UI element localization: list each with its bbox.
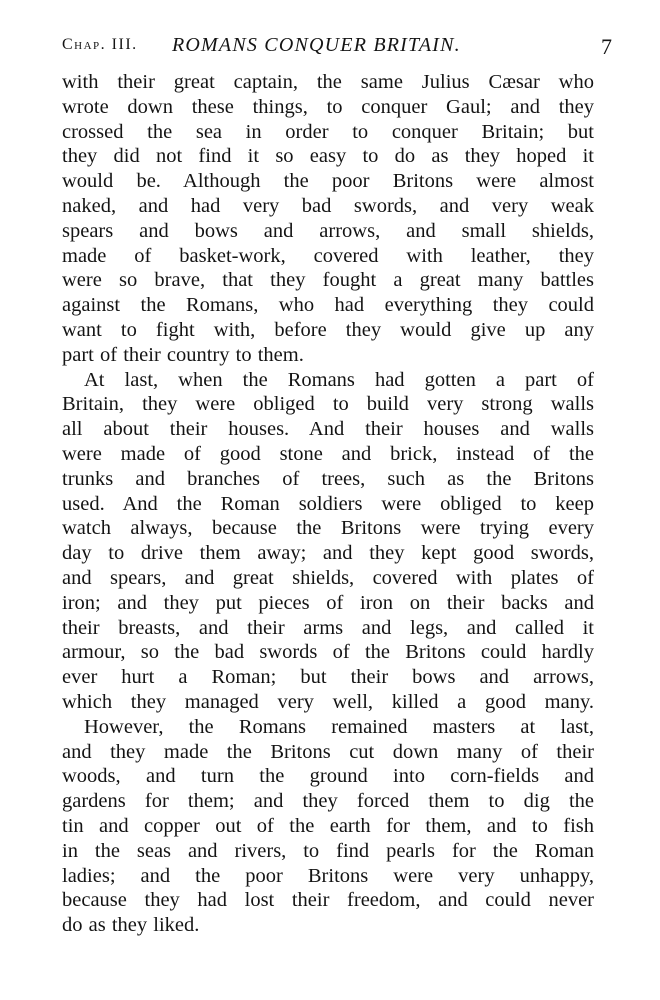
text-line: with their great captain, the same Julius Cæsar who [62, 71, 594, 93]
text-line: ever hurt a Roman; but their bows and arrows, [62, 666, 594, 689]
page-number: 7 [601, 34, 612, 59]
text-line: used. And the Roman soldiers were obliged to keep [62, 492, 594, 515]
text-line: part of their country to them. [62, 343, 304, 366]
text-line: naked, and had very bad swords, and very weak [62, 194, 594, 217]
text-line: wrote down these things, to conquer Gaul; and they [62, 95, 594, 118]
text-line: were made of good stone and brick, instead of the [62, 442, 594, 465]
text-line: At last, when the Romans had gotten a part of [84, 368, 594, 391]
text-line: which they managed very well, killed a good many. [62, 690, 594, 713]
text-line: their breasts, and their arms and legs, and called it [62, 616, 594, 639]
text-line: they did not find it so easy to do as they hoped it [62, 145, 594, 168]
text-line: all about their houses. And their houses and walls [62, 418, 594, 441]
body-text [62, 70, 594, 938]
running-title: ROMANS CONQUER BRITAIN. [172, 34, 461, 56]
paragraph-1 [62, 70, 594, 368]
text-line: spears and bows and arrows, and small shields, [62, 219, 594, 242]
chapter-label: Chap. III. [62, 36, 138, 53]
text-line: woods, and turn the ground into corn-fields and [62, 765, 594, 788]
running-header [62, 30, 612, 60]
text-line: and they made the Britons cut down many of their [62, 740, 594, 763]
text-line: were so brave, that they fought a great many battles [62, 269, 594, 292]
text-line: in the seas and rivers, to find pearls for the Roman [62, 839, 594, 862]
text-line: crossed the sea in order to conquer Britain; but [62, 120, 594, 143]
text-line: armour, so the bad swords of the Britons could hardly [62, 641, 594, 664]
text-line: iron; and they put pieces of iron on their backs and [62, 591, 594, 614]
paragraph-3 [62, 715, 594, 938]
text-line: do as they liked. [62, 914, 200, 937]
text-line: Britain, they were obliged to build very strong walls [62, 393, 594, 416]
text-line: watch always, because the Britons were trying every [62, 517, 594, 540]
text-line: tin and copper out of the earth for them, and to fish [62, 814, 594, 837]
text-line: gardens for them; and they forced them to dig the [62, 790, 594, 813]
text-line: would be. Although the poor Britons were almost [62, 170, 594, 193]
text-line: trunks and branches of trees, such as the Britons [62, 467, 594, 490]
text-line: want to fight with, before they would give up any [62, 318, 594, 341]
text-line: However, the Romans remained masters at last, [84, 715, 594, 738]
text-line: made of basket-work, covered with leather, they [62, 244, 594, 267]
text-line: against the Romans, who had everything they could [62, 294, 594, 317]
text-line: day to drive them away; and they kept good swords, [62, 542, 594, 565]
text-line: because they had lost their freedom, and could never [62, 889, 594, 912]
paragraph-2 [62, 368, 594, 715]
text-line: ladies; and the poor Britons were very unhappy, [62, 864, 594, 887]
text-line: and spears, and great shields, covered with plates of [62, 566, 594, 589]
